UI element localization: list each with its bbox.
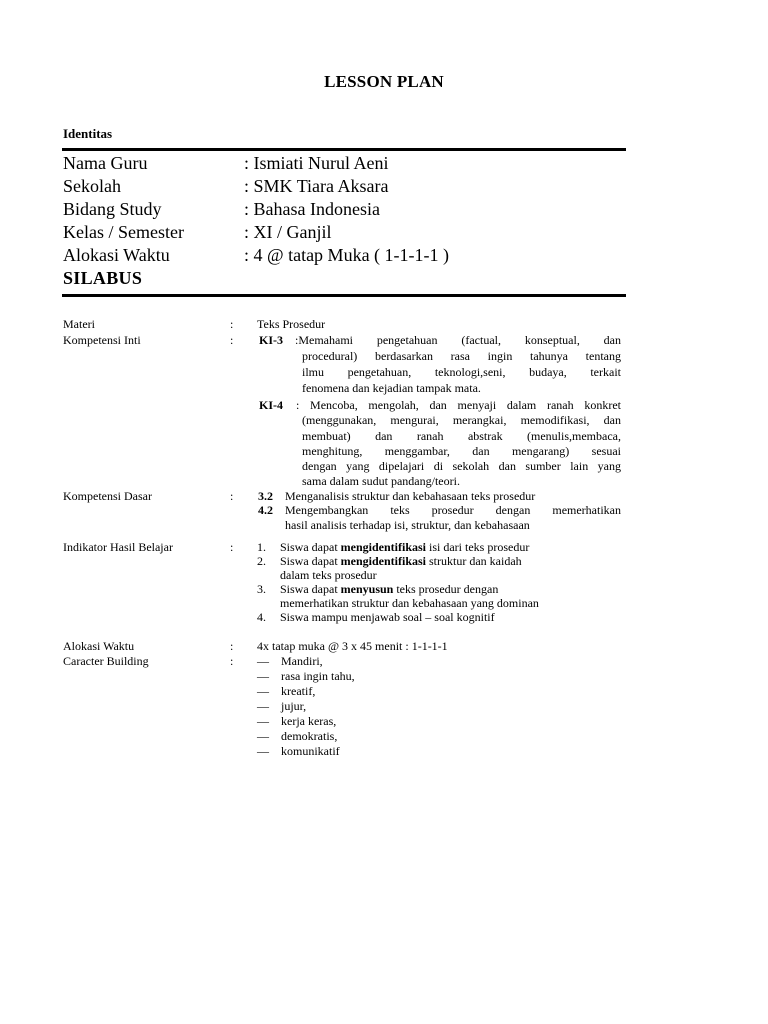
caracter-item: demokratis,: [281, 729, 338, 743]
ki4-text-line: dengan yang dipelajari di sekolah dan sumber lain yang: [302, 459, 621, 473]
ki3-code: KI-3: [259, 333, 283, 347]
dash-bullet: —: [257, 684, 269, 698]
indikator-text-cont: dalam teks prosedur: [280, 568, 377, 582]
indikator-colon: :: [230, 540, 234, 554]
ki4-text-first: : Mencoba, mengolah, dan menyaji dalam ranah konkret: [296, 398, 621, 412]
ki4-text-line: (menggunakan, mengurai, merangkai, memodifikasi, dan: [302, 413, 621, 427]
kd-4-2-text: Mengembangkan teks prosedur dengan memerhatikan: [285, 503, 621, 517]
dash-bullet: —: [257, 714, 269, 728]
identitas-heading: Identitas: [63, 126, 113, 141]
identitas-label-sekolah: Sekolah: [63, 176, 121, 196]
materi-value: Teks Prosedur: [257, 317, 326, 331]
materi-colon: :: [230, 317, 234, 331]
indikator-label: Indikator Hasil Belajar: [63, 540, 173, 554]
silabus-heading: SILABUS: [63, 268, 143, 288]
caracter-item: kreatif,: [281, 684, 316, 698]
identitas-value-bidang-study: : Bahasa Indonesia: [244, 199, 380, 219]
ki3-text-line: ilmu pengetahuan, teknologi,seni, budaya, terkait: [302, 365, 621, 379]
identitas-value-kelas-semester: : XI / Ganjil: [244, 222, 332, 242]
caracter-item: Mandiri,: [281, 654, 323, 668]
indikator-item: [280, 554, 522, 569]
kd-3-2-text: Menganalisis struktur dan kebahasaan teks prosedur: [285, 489, 536, 503]
identitas-value-nama-guru: : Ismiati Nurul Aeni: [244, 153, 389, 173]
caracter-item: kerja keras,: [281, 714, 337, 728]
ki4-text-line: membuat) dan ranah abstrak (menulis,membaca,: [302, 429, 621, 443]
indikator-number: 3.: [257, 582, 266, 596]
identitas-label-kelas-semester: Kelas / Semester: [63, 222, 184, 242]
alokasi-waktu-colon: :: [230, 639, 234, 653]
top-rule: [62, 148, 626, 151]
indikator-item: [280, 610, 495, 625]
identitas-label-nama-guru: Nama Guru: [63, 153, 148, 173]
identitas-label-alokasi-waktu: Alokasi Waktu: [63, 245, 170, 265]
dash-bullet: —: [257, 744, 269, 758]
identitas-value-alokasi-waktu: : 4 @ tatap Muka ( 1-1-1-1 ): [244, 245, 450, 265]
indikator-item: [280, 582, 498, 597]
indikator-number: 1.: [257, 540, 266, 554]
caracter-building-colon: :: [230, 654, 234, 668]
indikator-text: struktur dan kaidah: [426, 554, 522, 568]
indikator-keyword: menyusun: [340, 582, 394, 596]
dash-bullet: —: [257, 699, 269, 713]
kd-4-2-number: 4.2: [258, 503, 273, 517]
indikator-text-cont: memerhatikan struktur dan kebahasaan yang dominan: [280, 596, 539, 610]
silabus-rule: [62, 294, 626, 297]
caracter-item: rasa ingin tahu,: [281, 669, 355, 683]
kd-4-2-text-cont: hasil analisis terhadap isi, struktur, dan kebahasaan: [285, 518, 530, 532]
ki3-text-line: procedural) berdasarkan rasa ingin tahunya tentang: [302, 349, 621, 363]
kd-3-2-number: 3.2: [258, 489, 273, 503]
indikator-text: Siswa dapat: [280, 554, 341, 568]
indikator-keyword: mengidentifikasi: [340, 540, 426, 554]
kompetensi-inti-label: Kompetensi Inti: [63, 333, 141, 347]
indikator-text: isi dari teks prosedur: [426, 540, 530, 554]
kompetensi-inti-colon: :: [230, 333, 234, 347]
indikator-number: 2.: [257, 554, 266, 568]
indikator-text: teks prosedur dengan: [393, 582, 499, 596]
ki3-text-first: :Memahami pengetahuan (factual, konseptual, dan: [295, 333, 621, 347]
page-title: LESSON PLAN: [324, 72, 444, 91]
ki4-code: KI-4: [259, 398, 283, 412]
materi-label: Materi: [63, 317, 95, 331]
indikator-item: [280, 540, 529, 555]
ki4-text-line: menghitung, menggambar, dan mengarang) sesuai: [302, 444, 621, 458]
identitas-label-bidang-study: Bidang Study: [63, 199, 162, 219]
indikator-number: 4.: [257, 610, 266, 624]
ki3-text-line: fenomena dan kejadian tampak mata.: [302, 381, 481, 395]
dash-bullet: —: [257, 669, 269, 683]
ki4-text-line: sama dalam sudut pandang/teori.: [302, 474, 460, 488]
indikator-text: Siswa dapat: [280, 540, 341, 554]
indikator-text: Siswa dapat: [280, 582, 341, 596]
caracter-item: jujur,: [281, 699, 307, 713]
alokasi-waktu-value: 4x tatap muka @ 3 x 45 menit : 1-1-1-1: [257, 639, 448, 653]
identitas-value-sekolah: : SMK Tiara Aksara: [244, 176, 389, 196]
indikator-text: Siswa mampu menjawab soal – soal kognitif: [280, 610, 495, 624]
kompetensi-dasar-colon: :: [230, 489, 234, 503]
dash-bullet: —: [257, 729, 269, 743]
alokasi-waktu-label: Alokasi Waktu: [63, 639, 135, 653]
indikator-keyword: mengidentifikasi: [340, 554, 426, 568]
kompetensi-dasar-label: Kompetensi Dasar: [63, 489, 152, 503]
caracter-building-label: Caracter Building: [63, 654, 149, 668]
caracter-item: komunikatif: [281, 744, 340, 758]
dash-bullet: —: [257, 654, 269, 668]
